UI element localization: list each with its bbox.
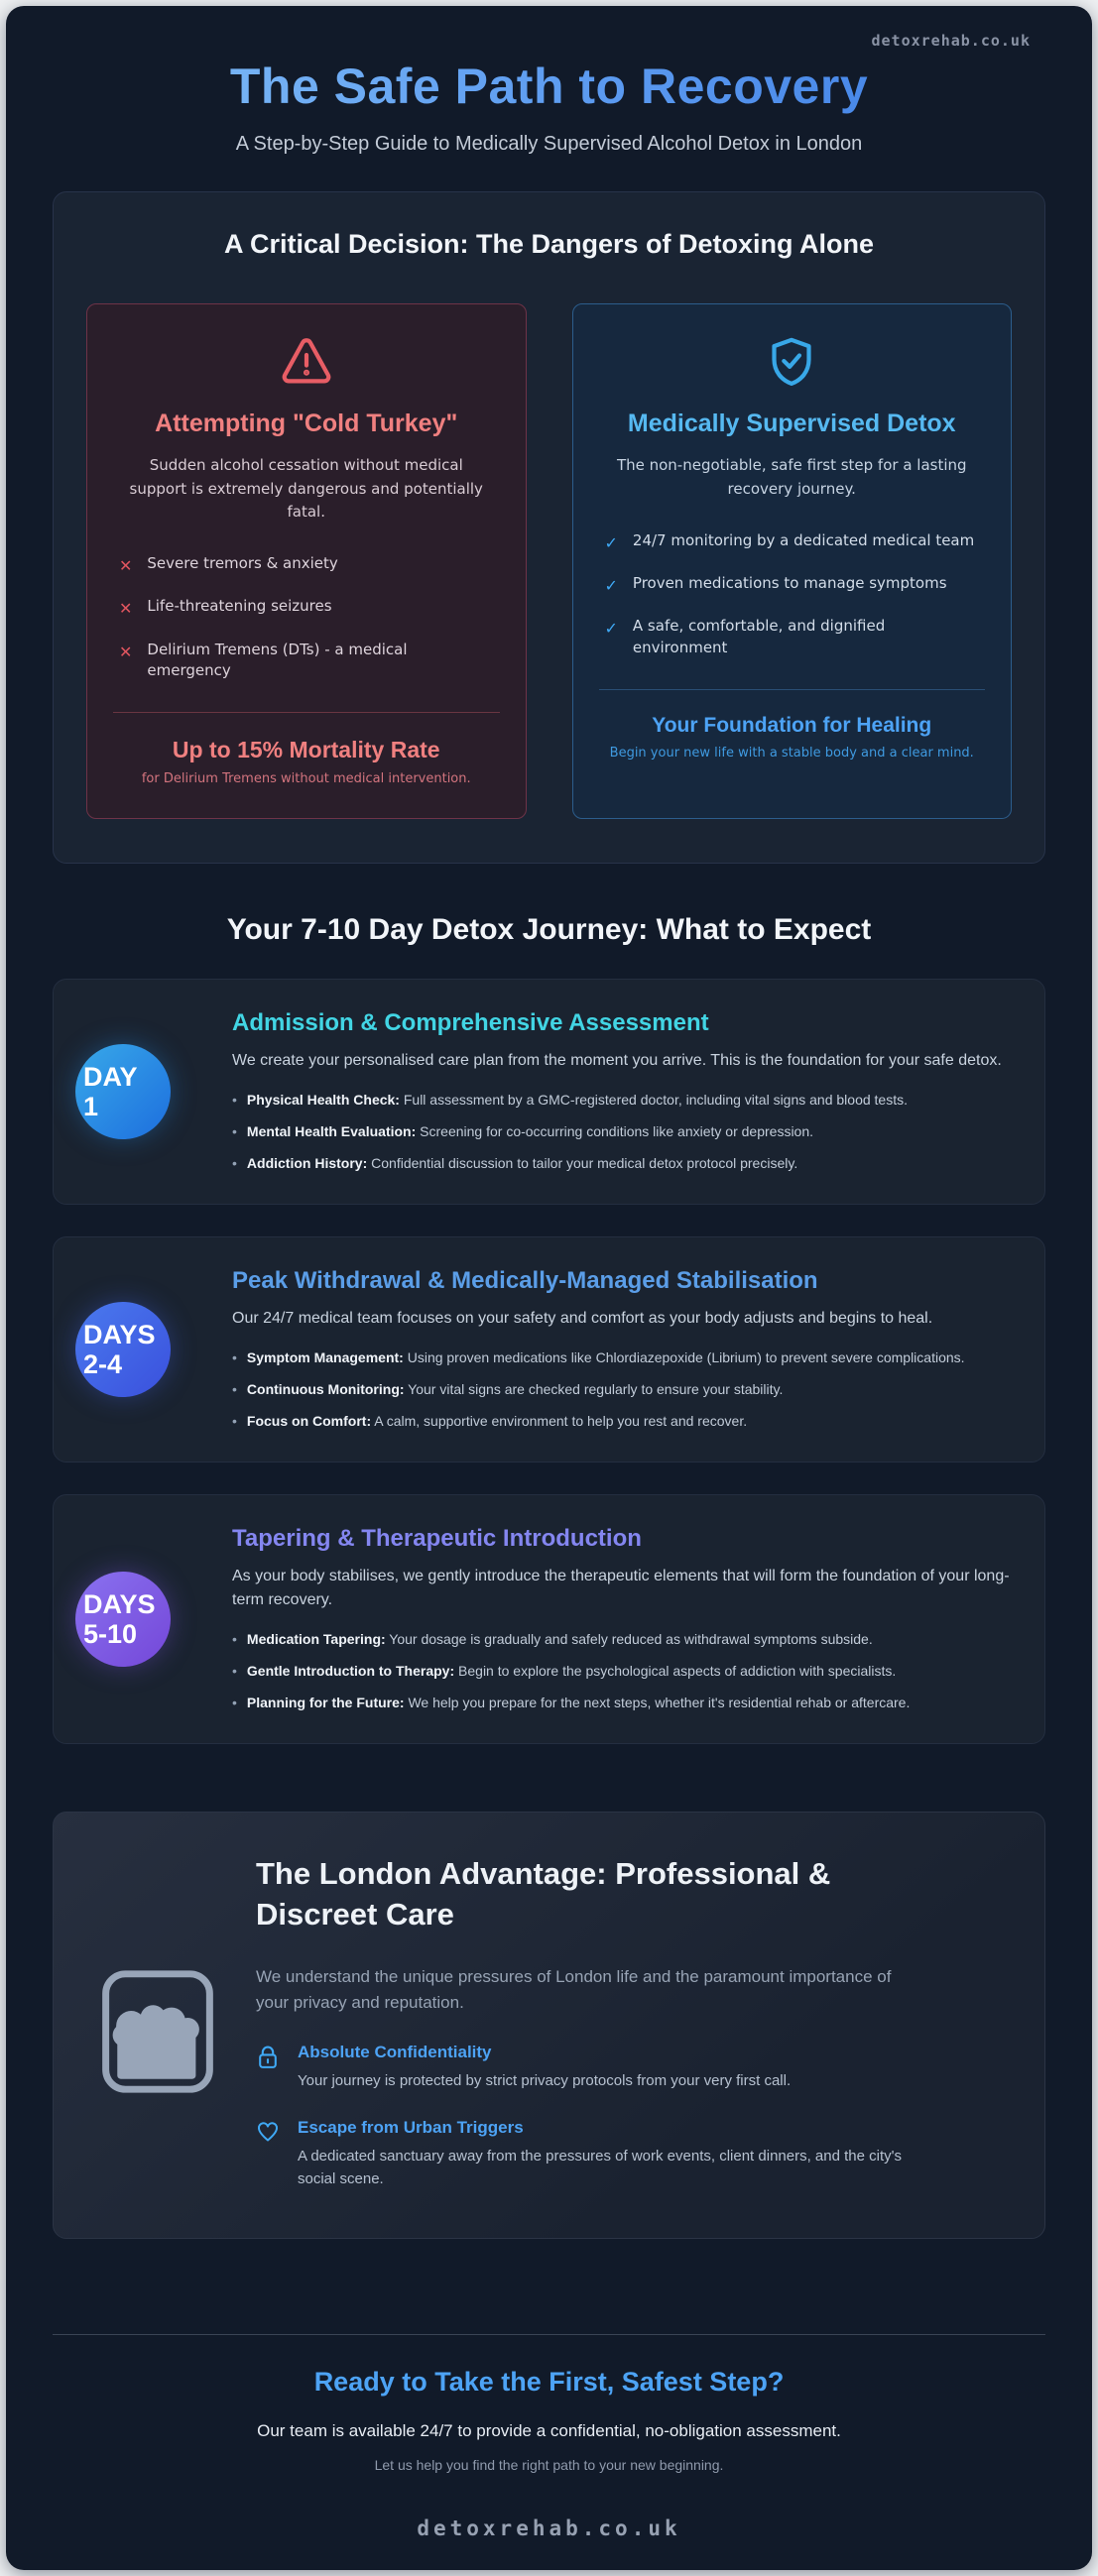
stage-bullet: [232, 1661, 1011, 1682]
advantage-item-confidentiality: [256, 2043, 999, 2092]
check-icon: [605, 531, 618, 554]
check-icon: [605, 617, 618, 640]
day-badge-number: 2-4: [83, 1348, 123, 1379]
safe-list-item: [605, 573, 980, 597]
london-desc: We understand the unique pressures of London life and the paramount importance of your privacy and reputation.: [256, 1966, 892, 2013]
page-title: The Safe Path to Recovery: [6, 58, 1092, 115]
stage-bullet: [232, 1693, 1011, 1713]
warning-triangle-icon: [113, 334, 500, 390]
stage-card-days-2-4: [53, 1236, 1045, 1463]
london-section-title: The London Advantage: Professional & Discreet Care: [256, 1856, 831, 1932]
bullet-label: Mental Health Evaluation:: [246, 1122, 417, 1139]
infographic-page: [6, 6, 1092, 2570]
stage-bullet: [232, 1121, 1011, 1142]
danger-list-item: [119, 553, 494, 577]
danger-list-item: [119, 640, 494, 683]
bullet-text: Screening for co-occurring conditions like anxiety or depression.: [416, 1122, 814, 1139]
bullet-text: Begin to explore the psychological aspects of addiction with specialists.: [454, 1663, 897, 1680]
safe-stat: [599, 689, 986, 761]
day-badge-number: 5-10: [83, 1618, 138, 1649]
heart-icon: [256, 2120, 280, 2148]
lock-icon: [256, 2045, 280, 2074]
danger-stat-title: Up to 15% Mortality Rate: [172, 737, 440, 763]
bullet-label: Planning for the Future:: [246, 1695, 405, 1711]
danger-panel: [86, 303, 527, 819]
cta-line1: Our team is available 24/7 to provide a confidential, no-obligation assessment.: [257, 2421, 841, 2441]
safe-item-text: A safe, comfortable, and dignified environment: [632, 617, 886, 657]
danger-list-item: [119, 596, 494, 620]
advantage-title: Escape from Urban Triggers: [298, 2117, 524, 2137]
bullet-text: Confidential discussion to tailor your medical detox protocol precisely.: [367, 1154, 798, 1171]
stage-bullet: [232, 1090, 1011, 1111]
stage-bullet: [232, 1153, 1011, 1174]
safe-list-item: [605, 530, 980, 554]
bullet-label: Continuous Monitoring:: [246, 1380, 405, 1397]
stage-bullets: [232, 1629, 1011, 1713]
advantage-text: A dedicated sanctuary away from the pressures of work events, client dinners, and the city's social scene.: [298, 2147, 903, 2188]
bullet-label: Symptom Management:: [246, 1348, 404, 1365]
decision-compare-grid: [86, 303, 1012, 819]
stage-title: Peak Withdrawal & Medically-Managed Stabilisation: [232, 1266, 818, 1294]
check-icon: [605, 574, 618, 597]
danger-stat: [113, 712, 500, 786]
advantage-title: Absolute Confidentiality: [298, 2042, 492, 2061]
danger-panel-desc: Sudden alcohol cessation without medical support is extremely dangerous and potentially fatal.: [129, 456, 483, 521]
safe-stat-title: Your Foundation for Healing: [652, 713, 932, 737]
brand-domain-footer: detoxrehab.co.uk: [417, 2517, 681, 2541]
stage-bullet: [232, 1411, 1011, 1432]
safe-item-text: 24/7 monitoring by a dedicated medical team: [632, 530, 975, 549]
bullet-text: We help you prepare for the next steps, whether it's residential rehab or aftercare.: [404, 1695, 911, 1711]
bullet-label: Physical Health Check:: [246, 1091, 400, 1108]
decision-section: [53, 191, 1045, 864]
footer-divider: [53, 2334, 1045, 2335]
day-badge-word: DAYS: [83, 1319, 156, 1349]
stage-bullets: [232, 1347, 1011, 1432]
stage-card-days-5-10: [53, 1494, 1045, 1745]
cross-icon: [119, 597, 132, 620]
bullet-text: Full assessment by a GMC-registered doctor, including vital signs and blood tests.: [399, 1091, 908, 1108]
day-badge: [75, 1572, 171, 1667]
danger-stat-sub: for Delirium Tremens without medical intervention.: [141, 771, 471, 787]
crowd-skyline-icon: [99, 1934, 256, 2190]
stage-title: Tapering & Therapeutic Introduction: [232, 1524, 642, 1552]
shield-check-icon: [599, 334, 986, 390]
safe-list-item: [605, 616, 980, 659]
safe-stat-sub: Begin your new life with a stable body and a clear mind.: [609, 745, 974, 761]
stage-bullet: [232, 1379, 1011, 1400]
london-advantage-section: [53, 1812, 1045, 2239]
bullet-text: A calm, supportive environment to help you rest and recover.: [371, 1412, 748, 1429]
stage-desc: We create your personalised care plan from the moment you arrive. This is the foundation for your safe detox.: [232, 1052, 1002, 1070]
bullet-text: Using proven medications like Chlordiazepoxide (Librium) to prevent severe complications.: [403, 1348, 965, 1365]
stage-card-day-1: [53, 979, 1045, 1205]
bullet-text: Your vital signs are checked regularly to ensure your stability.: [404, 1380, 784, 1397]
safe-panel: [572, 303, 1013, 819]
journey-section-title: Your 7-10 Day Detox Journey: What to Expect: [226, 913, 872, 947]
london-body: [256, 1934, 999, 2190]
stage-title: Admission & Comprehensive Assessment: [232, 1009, 709, 1037]
danger-item-text: Severe tremors & anxiety: [147, 554, 338, 573]
day-badge-word: DAYS: [83, 1588, 156, 1619]
danger-panel-title: Attempting "Cold Turkey": [155, 410, 458, 438]
day-badge-word: DAY: [83, 1061, 138, 1092]
day-badge: [75, 1044, 171, 1139]
danger-list: [113, 553, 500, 682]
header: [6, 32, 1092, 156]
bullet-label: Gentle Introduction to Therapy:: [246, 1663, 455, 1680]
stage-bullet: [232, 1629, 1011, 1650]
danger-item-text: Life-threatening seizures: [147, 597, 332, 616]
advantage-item-triggers: [256, 2118, 999, 2191]
bullet-text: Your dosage is gradually and safely reduced as withdrawal symptoms subside.: [385, 1631, 873, 1648]
cta-line2: Let us help you find the right path to your new beginning.: [374, 2457, 724, 2474]
day-badge: [75, 1302, 171, 1397]
day-badge-number: 1: [83, 1091, 99, 1121]
bullet-label: Medication Tapering:: [246, 1631, 386, 1648]
advantage-text: Your journey is protected by strict privacy protocols from your very first call.: [298, 2071, 792, 2089]
safe-item-text: Proven medications to manage symptoms: [632, 574, 947, 593]
cross-icon: [119, 641, 132, 663]
stage-bullet: [232, 1347, 1011, 1368]
stage-desc: As your body stabilises, we gently introduce the therapeutic elements that will form the foundation of your long-term recovery.: [232, 1567, 1010, 1609]
safe-panel-title: Medically Supervised Detox: [627, 410, 956, 438]
safe-panel-desc: The non-negotiable, safe first step for a lasting recovery journey.: [616, 456, 967, 498]
safe-list: [599, 530, 986, 659]
bullet-label: Focus on Comfort:: [246, 1412, 372, 1429]
decision-section-title: A Critical Decision: The Dangers of Detoxing Alone: [223, 229, 875, 259]
brand-domain-top: detoxrehab.co.uk: [871, 32, 1031, 50]
page-subtitle: A Step-by-Step Guide to Medically Supervised Alcohol Detox in London: [235, 133, 863, 155]
stage-desc: Our 24/7 medical team focuses on your safety and comfort as your body adjusts and begins to heal.: [232, 1309, 933, 1327]
bullet-label: Addiction History:: [246, 1154, 368, 1171]
stage-bullets: [232, 1090, 1011, 1174]
cross-icon: [119, 554, 132, 577]
danger-item-text: Delirium Tremens (DTs) - a medical emergency: [147, 640, 408, 680]
cta-title: Ready to Take the First, Safest Step?: [313, 2367, 785, 2398]
